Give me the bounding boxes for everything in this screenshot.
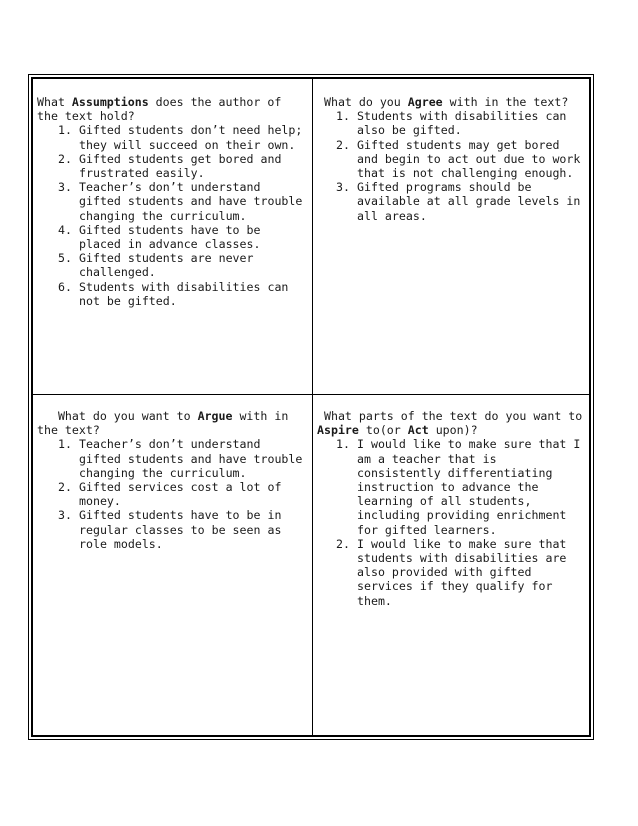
question-text: What do you — [317, 95, 408, 109]
agree-cell — [313, 79, 589, 395]
list-item: 1. Students with disabilities can also be gifted. — [357, 109, 585, 137]
argue-cell — [33, 395, 313, 735]
list-item: 4. Gifted students have to be placed in advance classes. — [79, 223, 308, 251]
aspire-list — [317, 437, 585, 607]
list-item: 2. I would like to make sure that students with disabilities are also provided with gifted services if they qualify for them. — [357, 537, 585, 608]
list-item: 1. Teacher’s don’t understand gifted students and have trouble changing the curriculum. — [79, 437, 308, 480]
agree-question — [317, 95, 585, 109]
assumptions-cell — [33, 79, 313, 395]
argue-question — [37, 409, 308, 437]
list-item: 2. Gifted services cost a lot of money. — [79, 480, 308, 508]
list-item: 3. Gifted students have to be in regular classes to be seen as role models. — [79, 508, 308, 551]
assumptions-list — [37, 123, 308, 308]
question-text: to(or — [358, 423, 408, 438]
list-item: 2. Gifted students may get bored and begin to act out due to work that is not challenging enough. — [357, 138, 585, 181]
question-text: What do you want to — [37, 409, 198, 423]
four-a-table — [28, 74, 594, 740]
keyword-assumptions: Assumptions — [71, 95, 149, 109]
aspire-question — [317, 409, 589, 438]
question-text: with in the text? — [442, 95, 569, 109]
agree-list — [317, 109, 585, 223]
list-item: 6. Students with disabilities can not be gifted. — [79, 280, 308, 308]
list-item: 5. Gifted students are never challenged. — [79, 251, 308, 279]
keyword-agree: Agree — [407, 95, 443, 109]
question-text: What parts of the text do you want to — [317, 409, 589, 423]
list-item: 3. Teacher’s don’t understand gifted students and have trouble changing the curriculum. — [79, 180, 308, 223]
list-item: 1. I would like to make sure that I am a teacher that is consistently differentiating instruction to advance the learning of all students, including providing enrichment for gifted learners. — [357, 437, 585, 536]
keyword-argue: Argue — [197, 409, 233, 423]
assumptions-question — [37, 95, 308, 123]
question-text: What — [37, 95, 72, 109]
keyword-act: Act — [407, 423, 429, 438]
list-item: 3. Gifted programs should be available at all grade levels in all areas. — [357, 180, 585, 223]
question-text: does the author of the text hold? — [37, 95, 289, 124]
aspire-cell — [313, 395, 589, 735]
list-item: 2. Gifted students get bored and frustrated easily. — [79, 152, 308, 180]
question-text: upon)? — [428, 423, 478, 438]
question-text: with in the text? — [37, 409, 296, 438]
four-a-grid — [31, 77, 591, 737]
list-item: 1. Gifted students don’t need help; they will succeed on their own. — [79, 123, 308, 151]
keyword-aspire: Aspire — [317, 423, 359, 438]
argue-list — [37, 437, 308, 551]
